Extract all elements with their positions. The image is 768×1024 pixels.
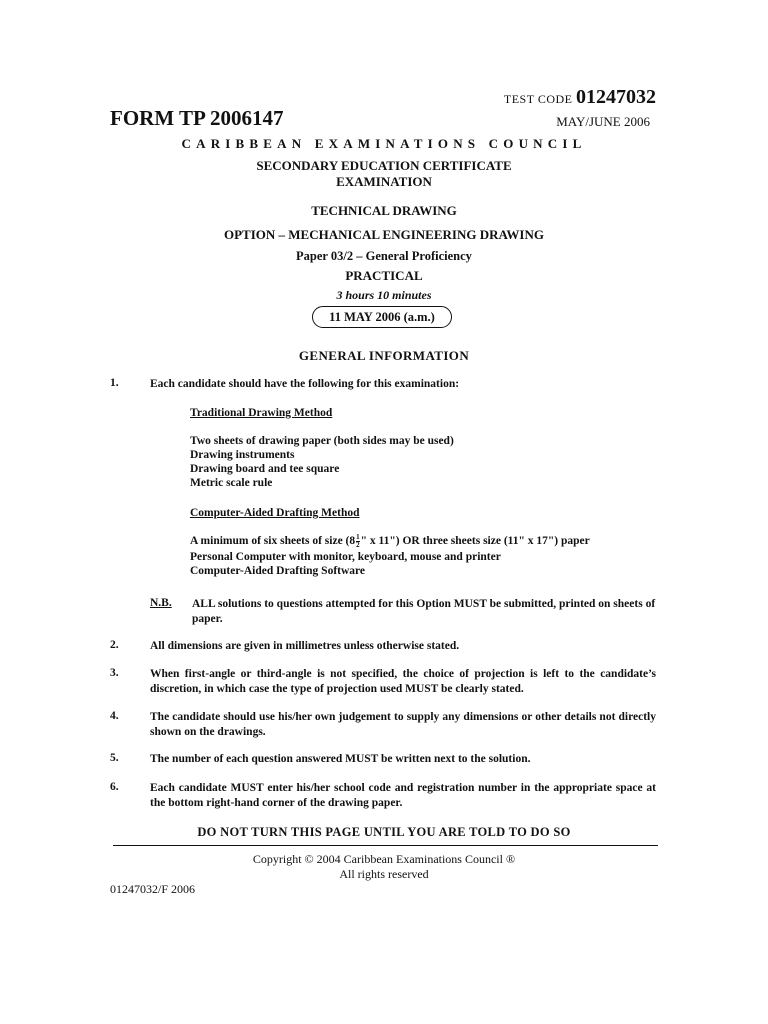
list-item: Personal Computer with monitor, keyboard, mouse and printer bbox=[190, 551, 501, 563]
item-number: 2. bbox=[110, 639, 119, 651]
item-number: 1. bbox=[110, 377, 119, 389]
paper-type: PRACTICAL bbox=[345, 268, 423, 283]
traditional-method-list bbox=[190, 434, 454, 490]
option-title: OPTION – MECHANICAL ENGINEERING DRAWING bbox=[224, 227, 544, 242]
list-item: Drawing instruments bbox=[190, 449, 295, 461]
duration: 3 hours 10 minutes bbox=[336, 288, 432, 302]
item-text: All dimensions are given in millimetres unless otherwise stated. bbox=[150, 640, 460, 652]
item-text: Each candidate should have the following for this examination: bbox=[150, 378, 460, 390]
exam-date-box: 11 MAY 2006 (a.m.) bbox=[312, 306, 452, 328]
nb-label: N.B. bbox=[150, 597, 172, 609]
cad-paper-text-end: " x 11") OR three sheets size (11" x 17") paper bbox=[360, 535, 590, 547]
rights-line: All rights reserved bbox=[339, 867, 429, 881]
cad-method-list bbox=[190, 532, 590, 578]
nb-text: ALL solutions to questions attempted for this Option MUST be submitted, printed on sheets of paper. bbox=[192, 598, 656, 625]
form-number: FORM TP 2006147 bbox=[110, 106, 284, 130]
do-not-turn-warning: DO NOT TURN THIS PAGE UNTIL YOU ARE TOLD TO DO SO bbox=[197, 825, 571, 839]
test-code-label: TEST CODE bbox=[503, 92, 573, 106]
copyright-line: Copyright © 2004 Caribbean Examinations Council ® bbox=[252, 852, 516, 866]
test-code-value: 01247032 bbox=[576, 86, 656, 108]
item-number: 6. bbox=[110, 781, 119, 793]
traditional-method-heading: Traditional Drawing Method bbox=[190, 407, 333, 419]
fraction bbox=[356, 534, 360, 549]
subject-title: TECHNICAL DRAWING bbox=[311, 203, 457, 218]
certificate-line-2: EXAMINATION bbox=[336, 174, 432, 189]
council-name: CARIBBEAN EXAMINATIONS COUNCIL bbox=[181, 136, 587, 151]
paper-title: Paper 03/2 – General Proficiency bbox=[296, 249, 472, 263]
footer-code: 01247032/F 2006 bbox=[110, 882, 196, 896]
test-code bbox=[504, 86, 656, 109]
fraction-denominator: 2 bbox=[356, 540, 360, 549]
list-item: Drawing board and tee square bbox=[190, 463, 340, 475]
divider bbox=[113, 845, 658, 846]
list-item: Computer-Aided Drafting Software bbox=[190, 565, 366, 577]
copyright bbox=[0, 852, 768, 882]
list-item: Two sheets of drawing paper (both sides may be used) bbox=[190, 435, 454, 447]
list-item: Metric scale rule bbox=[190, 477, 273, 489]
certificate-line-1: SECONDARY EDUCATION CERTIFICATE bbox=[256, 158, 512, 173]
cad-paper-text-start: A minimum of six sheets of size (8 bbox=[190, 535, 356, 547]
cad-method-heading: Computer-Aided Drafting Method bbox=[190, 507, 360, 519]
item-number: 5. bbox=[110, 752, 119, 764]
fraction-numerator: 1 bbox=[356, 532, 360, 541]
exam-session: MAY/JUNE 2006 bbox=[556, 114, 650, 129]
list-item bbox=[190, 532, 590, 550]
general-information-title: GENERAL INFORMATION bbox=[298, 348, 470, 363]
item-text: Each candidate MUST enter his/her school code and registration number in the appropriate space at the bottom right-hand corner of the drawing paper. bbox=[150, 782, 656, 809]
item-number: 4. bbox=[110, 710, 119, 722]
item-text: The candidate should use his/her own judgement to supply any dimensions or other details not directly shown on the drawings. bbox=[150, 711, 656, 738]
item-text: The number of each question answered MUST be written next to the solution. bbox=[150, 753, 531, 765]
item-number: 3. bbox=[110, 667, 119, 679]
item-text: When first-angle or third-angle is not specified, the choice of projection is left to the candidate’s discretion, in which case the type of projection used MUST be clearly stated. bbox=[150, 668, 656, 695]
